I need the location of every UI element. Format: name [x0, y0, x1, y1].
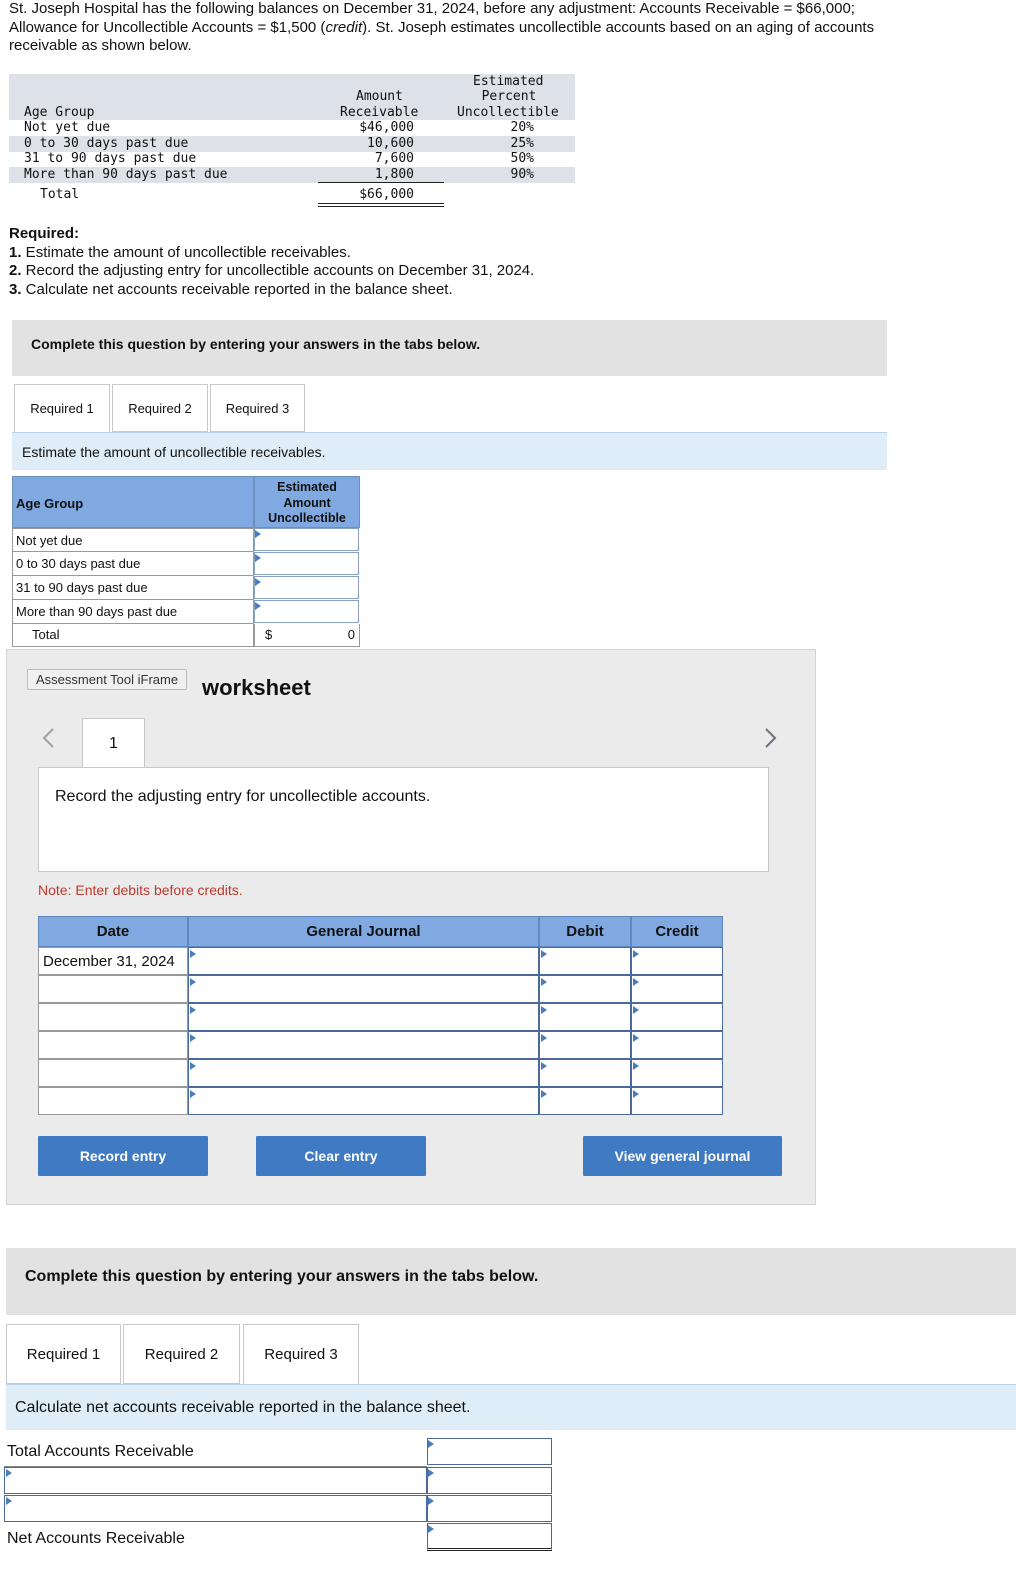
view-general-journal-button[interactable]: View general journal [583, 1136, 782, 1176]
input-marker-icon [541, 1062, 547, 1070]
aging-row-amount: 10,600 [367, 136, 414, 151]
entry-prompt: Record the adjusting entry for uncollectible accounts. [55, 788, 431, 805]
tab-required-3-b[interactable]: Required 3 [243, 1324, 359, 1385]
banner-text: Complete this question by entering your answers in the tabs below. [25, 1268, 539, 1285]
row-label: More than 90 days past due [16, 604, 178, 619]
uncollectible-input-0-30[interactable] [254, 552, 359, 575]
amount-header-1: Amount [356, 89, 403, 104]
tab-required-3[interactable]: Required 3 [210, 384, 305, 432]
assessment-iframe-label: Assessment Tool iFrame [27, 669, 187, 690]
tab-instruction: Estimate the amount of uncollectible receivables. [22, 444, 326, 460]
table-row [4, 1437, 427, 1467]
total-estimate-cell [254, 624, 360, 647]
total-label: Total [32, 627, 60, 642]
tab-required-1-b[interactable]: Required 1 [6, 1324, 121, 1384]
row-label: Not yet due [16, 533, 83, 548]
total-ar-input[interactable] [427, 1438, 552, 1465]
journal-debit-input[interactable] [539, 1031, 631, 1059]
intro-credit-italic: credit [325, 18, 363, 36]
input-marker-icon [541, 1034, 547, 1042]
required-heading: Required: [9, 225, 80, 242]
journal-account-input[interactable] [188, 1059, 539, 1087]
record-entry-button[interactable]: Record entry [38, 1136, 208, 1176]
input-marker-icon [428, 1440, 434, 1448]
required-item [9, 262, 534, 281]
journal-credit-input[interactable] [631, 1003, 723, 1031]
aging-row-amount: 1,800 [374, 167, 414, 182]
net-ar-input[interactable] [427, 1523, 552, 1551]
intro-line-2 [9, 19, 969, 38]
journal-credit-input[interactable] [631, 947, 723, 975]
amount-header-2: Receivable [340, 105, 419, 120]
input-marker-icon [6, 1497, 12, 1505]
input-marker-icon [633, 1090, 639, 1098]
instructions-banner-2 [6, 1248, 1016, 1315]
credit-column-header: Credit [631, 916, 723, 947]
required-text: Calculate net accounts receivable reported in the balance sheet. [21, 280, 453, 298]
total-value: 0 [347, 627, 355, 642]
journal-date-cell [38, 975, 188, 1003]
journal-credit-input[interactable] [631, 1059, 723, 1087]
aging-row-pct: 90% [510, 167, 534, 182]
tab-required-1[interactable]: Required 1 [14, 384, 110, 433]
journal-date-cell [38, 1087, 188, 1115]
input-marker-icon [633, 978, 639, 986]
required-text: Estimate the amount of uncollectible receivables. [21, 243, 351, 261]
journal-account-input[interactable] [188, 1031, 539, 1059]
date-column-header: Date [38, 916, 188, 947]
aging-row-group: More than 90 days past due [24, 167, 228, 182]
journal-debit-input[interactable] [539, 975, 631, 1003]
debit-column-header: Debit [539, 916, 631, 947]
journal-credit-input[interactable] [631, 1031, 723, 1059]
input-marker-icon [428, 1469, 434, 1477]
input-marker-icon [541, 950, 547, 958]
input-marker-icon [541, 1006, 547, 1014]
aging-table [9, 74, 575, 214]
subtotal-rule [318, 182, 444, 183]
problem-statement [9, 0, 969, 56]
total-ar-label: Total Accounts Receivable [7, 1443, 194, 1460]
adjustment-label-input-2[interactable] [4, 1495, 427, 1522]
required-num: 3. [9, 280, 22, 298]
input-marker-icon [633, 1034, 639, 1042]
input-marker-icon [190, 1006, 196, 1014]
entry-page-tab[interactable]: 1 [82, 718, 145, 769]
input-marker-icon [190, 1034, 196, 1042]
tab-required-2-b[interactable]: Required 2 [123, 1324, 240, 1384]
input-marker-icon [6, 1469, 12, 1477]
intro-line-2c: ). St. Joseph estimates uncollectible accounts based on an aging of accounts [362, 18, 875, 36]
journal-date-cell [38, 1059, 188, 1087]
journal-account-input[interactable] [188, 947, 539, 975]
journal-date-cell [38, 1031, 188, 1059]
intro-line-1: St. Joseph Hospital has the following balances on December 31, 2024, before any adjustment: Accounts Receivable = $66,000; [9, 0, 855, 17]
previous-arrow-icon[interactable] [41, 727, 57, 749]
pct-header-1: Estimated [473, 74, 544, 89]
entry-note: Note: Enter debits before credits. [38, 882, 243, 898]
aging-row-pct: 25% [510, 136, 534, 151]
journal-account-input[interactable] [188, 1003, 539, 1031]
worksheet-title: worksheet [202, 675, 311, 700]
input-marker-icon [541, 978, 547, 986]
required-num: 2. [9, 262, 22, 279]
input-marker-icon [190, 978, 196, 986]
journal-date: December 31, 2024 [43, 953, 175, 970]
total-double-rule-2 [318, 206, 444, 207]
input-marker-icon [255, 530, 261, 538]
required-text: Record the adjusting entry for uncollectible accounts on December 31, 2024. [21, 262, 535, 279]
net-ar-label: Net Accounts Receivable [7, 1530, 185, 1547]
tab-instruction-bar-2 [6, 1384, 1016, 1430]
table-row [12, 552, 254, 576]
adjustment-label-input-1[interactable] [4, 1467, 427, 1494]
journal-account-input[interactable] [188, 1087, 539, 1115]
input-marker-icon [428, 1497, 434, 1505]
journal-debit-input[interactable] [539, 947, 631, 975]
aging-row-amount: $46,000 [359, 120, 414, 135]
required-num: 1. [9, 243, 22, 261]
input-marker-icon [190, 950, 196, 958]
uncollectible-input-over-90[interactable] [254, 600, 359, 623]
total-double-rule-1 [318, 203, 444, 204]
journal-worksheet-panel [6, 649, 816, 1205]
table-row [4, 1523, 427, 1553]
journal-credit-input[interactable] [631, 975, 723, 1003]
input-marker-icon [255, 554, 261, 562]
required-item [9, 244, 534, 263]
journal-debit-input[interactable] [539, 1059, 631, 1087]
adjustment-amount-input-1[interactable] [427, 1467, 552, 1494]
input-marker-icon [190, 1090, 196, 1098]
uncollectible-estimate-table [12, 476, 360, 647]
table-total-row [12, 624, 254, 647]
journal-date-cell [38, 947, 188, 975]
header-line: Uncollectible [268, 511, 346, 525]
aging-row-group: 31 to 90 days past due [24, 151, 197, 166]
age-group-column-header [12, 476, 254, 528]
estimated-amount-column-header [254, 476, 360, 528]
tab-required-2[interactable]: Required 2 [112, 384, 208, 432]
total-currency: $ [265, 627, 273, 642]
banner-text: Complete this question by entering your answers in the tabs below. [31, 336, 481, 352]
row-label: 31 to 90 days past due [16, 580, 148, 595]
uncollectible-input-not-yet-due[interactable] [254, 528, 359, 551]
age-group-column-label: Age Group [16, 496, 84, 511]
journal-debit-input[interactable] [539, 1087, 631, 1115]
intro-line-3: receivable as shown below. [9, 37, 192, 54]
journal-account-input[interactable] [188, 975, 539, 1003]
aging-total-label: Total [40, 187, 80, 202]
aging-total-amount: $66,000 [359, 187, 414, 202]
entry-prompt-box [38, 767, 769, 872]
adjustment-amount-input-2[interactable] [427, 1495, 552, 1522]
requirements-list [9, 225, 534, 299]
intro-line-2a: Allowance for Uncollectible Accounts = $1,500 ( [9, 18, 326, 36]
input-marker-icon [190, 1062, 196, 1070]
tab-instruction-2: Calculate net accounts receivable reported in the balance sheet. [15, 1399, 471, 1416]
input-marker-icon [255, 578, 261, 586]
age-group-header: Age Group [24, 105, 95, 120]
table-row [12, 528, 254, 552]
header-line: Estimated [277, 480, 337, 494]
general-journal-column-header: General Journal [188, 916, 539, 947]
journal-credit-input[interactable] [631, 1087, 723, 1115]
row-label: 0 to 30 days past due [16, 556, 141, 571]
aging-row-pct: 50% [510, 151, 534, 166]
aging-row-pct: 20% [510, 120, 534, 135]
clear-entry-button[interactable]: Clear entry [256, 1136, 426, 1176]
tab-instruction-bar [12, 432, 887, 470]
header-line: Amount [283, 495, 331, 510]
journal-date-cell [38, 1003, 188, 1031]
input-marker-icon [541, 1090, 547, 1098]
journal-grid [38, 916, 723, 1116]
aging-row-amount: 7,600 [374, 151, 414, 166]
input-marker-icon [633, 1006, 639, 1014]
aging-row-group: Not yet due [24, 120, 111, 135]
input-marker-icon [633, 1062, 639, 1070]
table-row [12, 576, 254, 600]
input-marker-icon [633, 950, 639, 958]
next-arrow-icon[interactable] [762, 727, 778, 749]
journal-debit-input[interactable] [539, 1003, 631, 1031]
instructions-banner [12, 320, 887, 376]
pct-header-3: Uncollectible [457, 105, 559, 120]
input-marker-icon [428, 1525, 434, 1533]
required-item [9, 281, 534, 300]
table-row [12, 600, 254, 624]
net-receivable-table [4, 1437, 552, 1553]
uncollectible-input-31-90[interactable] [254, 576, 359, 599]
input-marker-icon [255, 602, 261, 610]
aging-row-group: 0 to 30 days past due [24, 136, 189, 151]
pct-header-2: Percent [481, 89, 537, 104]
